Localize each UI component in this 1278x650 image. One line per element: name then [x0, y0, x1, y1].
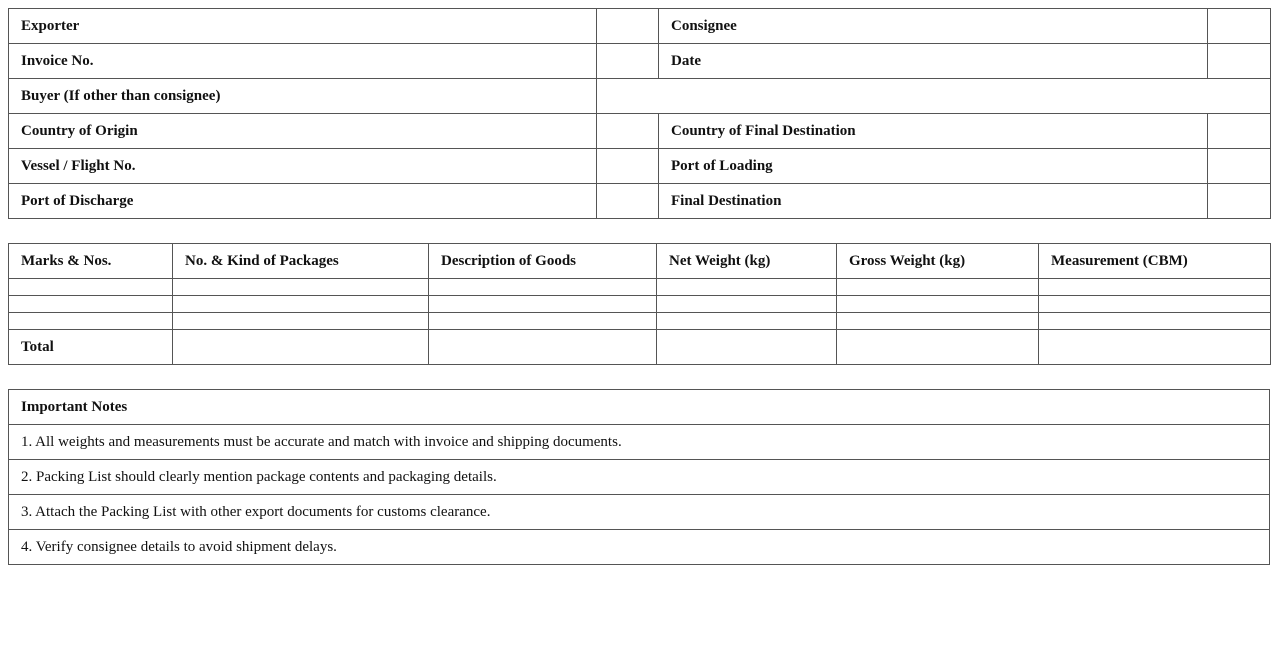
- consignee-field[interactable]: [1208, 9, 1271, 44]
- table-row: [9, 79, 1271, 114]
- packages-cell[interactable]: [173, 313, 429, 330]
- invoice-no-label: Invoice No.: [9, 44, 597, 79]
- consignee-label: Consignee: [659, 9, 1208, 44]
- table-row: [9, 313, 1271, 330]
- note-item: 2. Packing List should clearly mention package contents and packaging details.: [9, 460, 1270, 495]
- date-label: Date: [659, 44, 1208, 79]
- port-of-loading-field[interactable]: [1208, 149, 1271, 184]
- total-row: [9, 330, 1271, 365]
- country-final-destination-field[interactable]: [1208, 114, 1271, 149]
- net-weight-cell[interactable]: [657, 313, 837, 330]
- marks-cell[interactable]: [9, 279, 173, 296]
- marks-cell[interactable]: [9, 296, 173, 313]
- net-weight-cell[interactable]: [657, 279, 837, 296]
- description-cell[interactable]: [429, 296, 657, 313]
- country-final-destination-label: Country of Final Destination: [659, 114, 1208, 149]
- note-item: 4. Verify consignee details to avoid shipment delays.: [9, 530, 1270, 565]
- port-of-loading-label: Port of Loading: [659, 149, 1208, 184]
- total-label: Total: [9, 330, 173, 365]
- note-item: 3. Attach the Packing List with other export documents for customs clearance.: [9, 495, 1270, 530]
- buyer-field[interactable]: [597, 79, 1271, 114]
- gross-weight-cell[interactable]: [837, 279, 1039, 296]
- total-measurement-cell[interactable]: [1039, 330, 1271, 365]
- notes-title-row: [9, 390, 1270, 425]
- gross-weight-cell[interactable]: [837, 296, 1039, 313]
- date-field[interactable]: [1208, 44, 1271, 79]
- buyer-label: Buyer (If other than consignee): [9, 79, 597, 114]
- table-header-row: [9, 244, 1271, 279]
- vessel-flight-label: Vessel / Flight No.: [9, 149, 597, 184]
- list-item: [9, 495, 1270, 530]
- important-notes-table: [8, 389, 1270, 565]
- vessel-flight-field[interactable]: [597, 149, 659, 184]
- table-row: [9, 296, 1271, 313]
- total-net-weight-cell[interactable]: [657, 330, 837, 365]
- country-of-origin-field[interactable]: [597, 114, 659, 149]
- shipment-info-table: [8, 8, 1271, 219]
- measurement-cell[interactable]: [1039, 313, 1271, 330]
- goods-table: [8, 243, 1271, 365]
- table-row: [9, 114, 1271, 149]
- packages-cell[interactable]: [173, 279, 429, 296]
- column-header-gross-weight: Gross Weight (kg): [837, 244, 1039, 279]
- list-item: [9, 530, 1270, 565]
- column-header-packages: No. & Kind of Packages: [173, 244, 429, 279]
- measurement-cell[interactable]: [1039, 279, 1271, 296]
- table-row: [9, 184, 1271, 219]
- column-header-measurement: Measurement (CBM): [1039, 244, 1271, 279]
- column-header-net-weight: Net Weight (kg): [657, 244, 837, 279]
- final-destination-field[interactable]: [1208, 184, 1271, 219]
- table-row: [9, 149, 1271, 184]
- final-destination-label: Final Destination: [659, 184, 1208, 219]
- packages-cell[interactable]: [173, 296, 429, 313]
- list-item: [9, 425, 1270, 460]
- country-of-origin-label: Country of Origin: [9, 114, 597, 149]
- total-description-cell[interactable]: [429, 330, 657, 365]
- description-cell[interactable]: [429, 313, 657, 330]
- port-of-discharge-field[interactable]: [597, 184, 659, 219]
- table-row: [9, 279, 1271, 296]
- column-header-marks: Marks & Nos.: [9, 244, 173, 279]
- gross-weight-cell[interactable]: [837, 313, 1039, 330]
- table-row: [9, 9, 1271, 44]
- column-header-description: Description of Goods: [429, 244, 657, 279]
- description-cell[interactable]: [429, 279, 657, 296]
- exporter-field[interactable]: [597, 9, 659, 44]
- invoice-no-field[interactable]: [597, 44, 659, 79]
- measurement-cell[interactable]: [1039, 296, 1271, 313]
- total-packages-cell[interactable]: [173, 330, 429, 365]
- table-row: [9, 44, 1271, 79]
- note-item: 1. All weights and measurements must be accurate and match with invoice and shipping documents.: [9, 425, 1270, 460]
- exporter-label: Exporter: [9, 9, 597, 44]
- total-gross-weight-cell[interactable]: [837, 330, 1039, 365]
- list-item: [9, 460, 1270, 495]
- net-weight-cell[interactable]: [657, 296, 837, 313]
- marks-cell[interactable]: [9, 313, 173, 330]
- port-of-discharge-label: Port of Discharge: [9, 184, 597, 219]
- notes-title: Important Notes: [9, 390, 1270, 425]
